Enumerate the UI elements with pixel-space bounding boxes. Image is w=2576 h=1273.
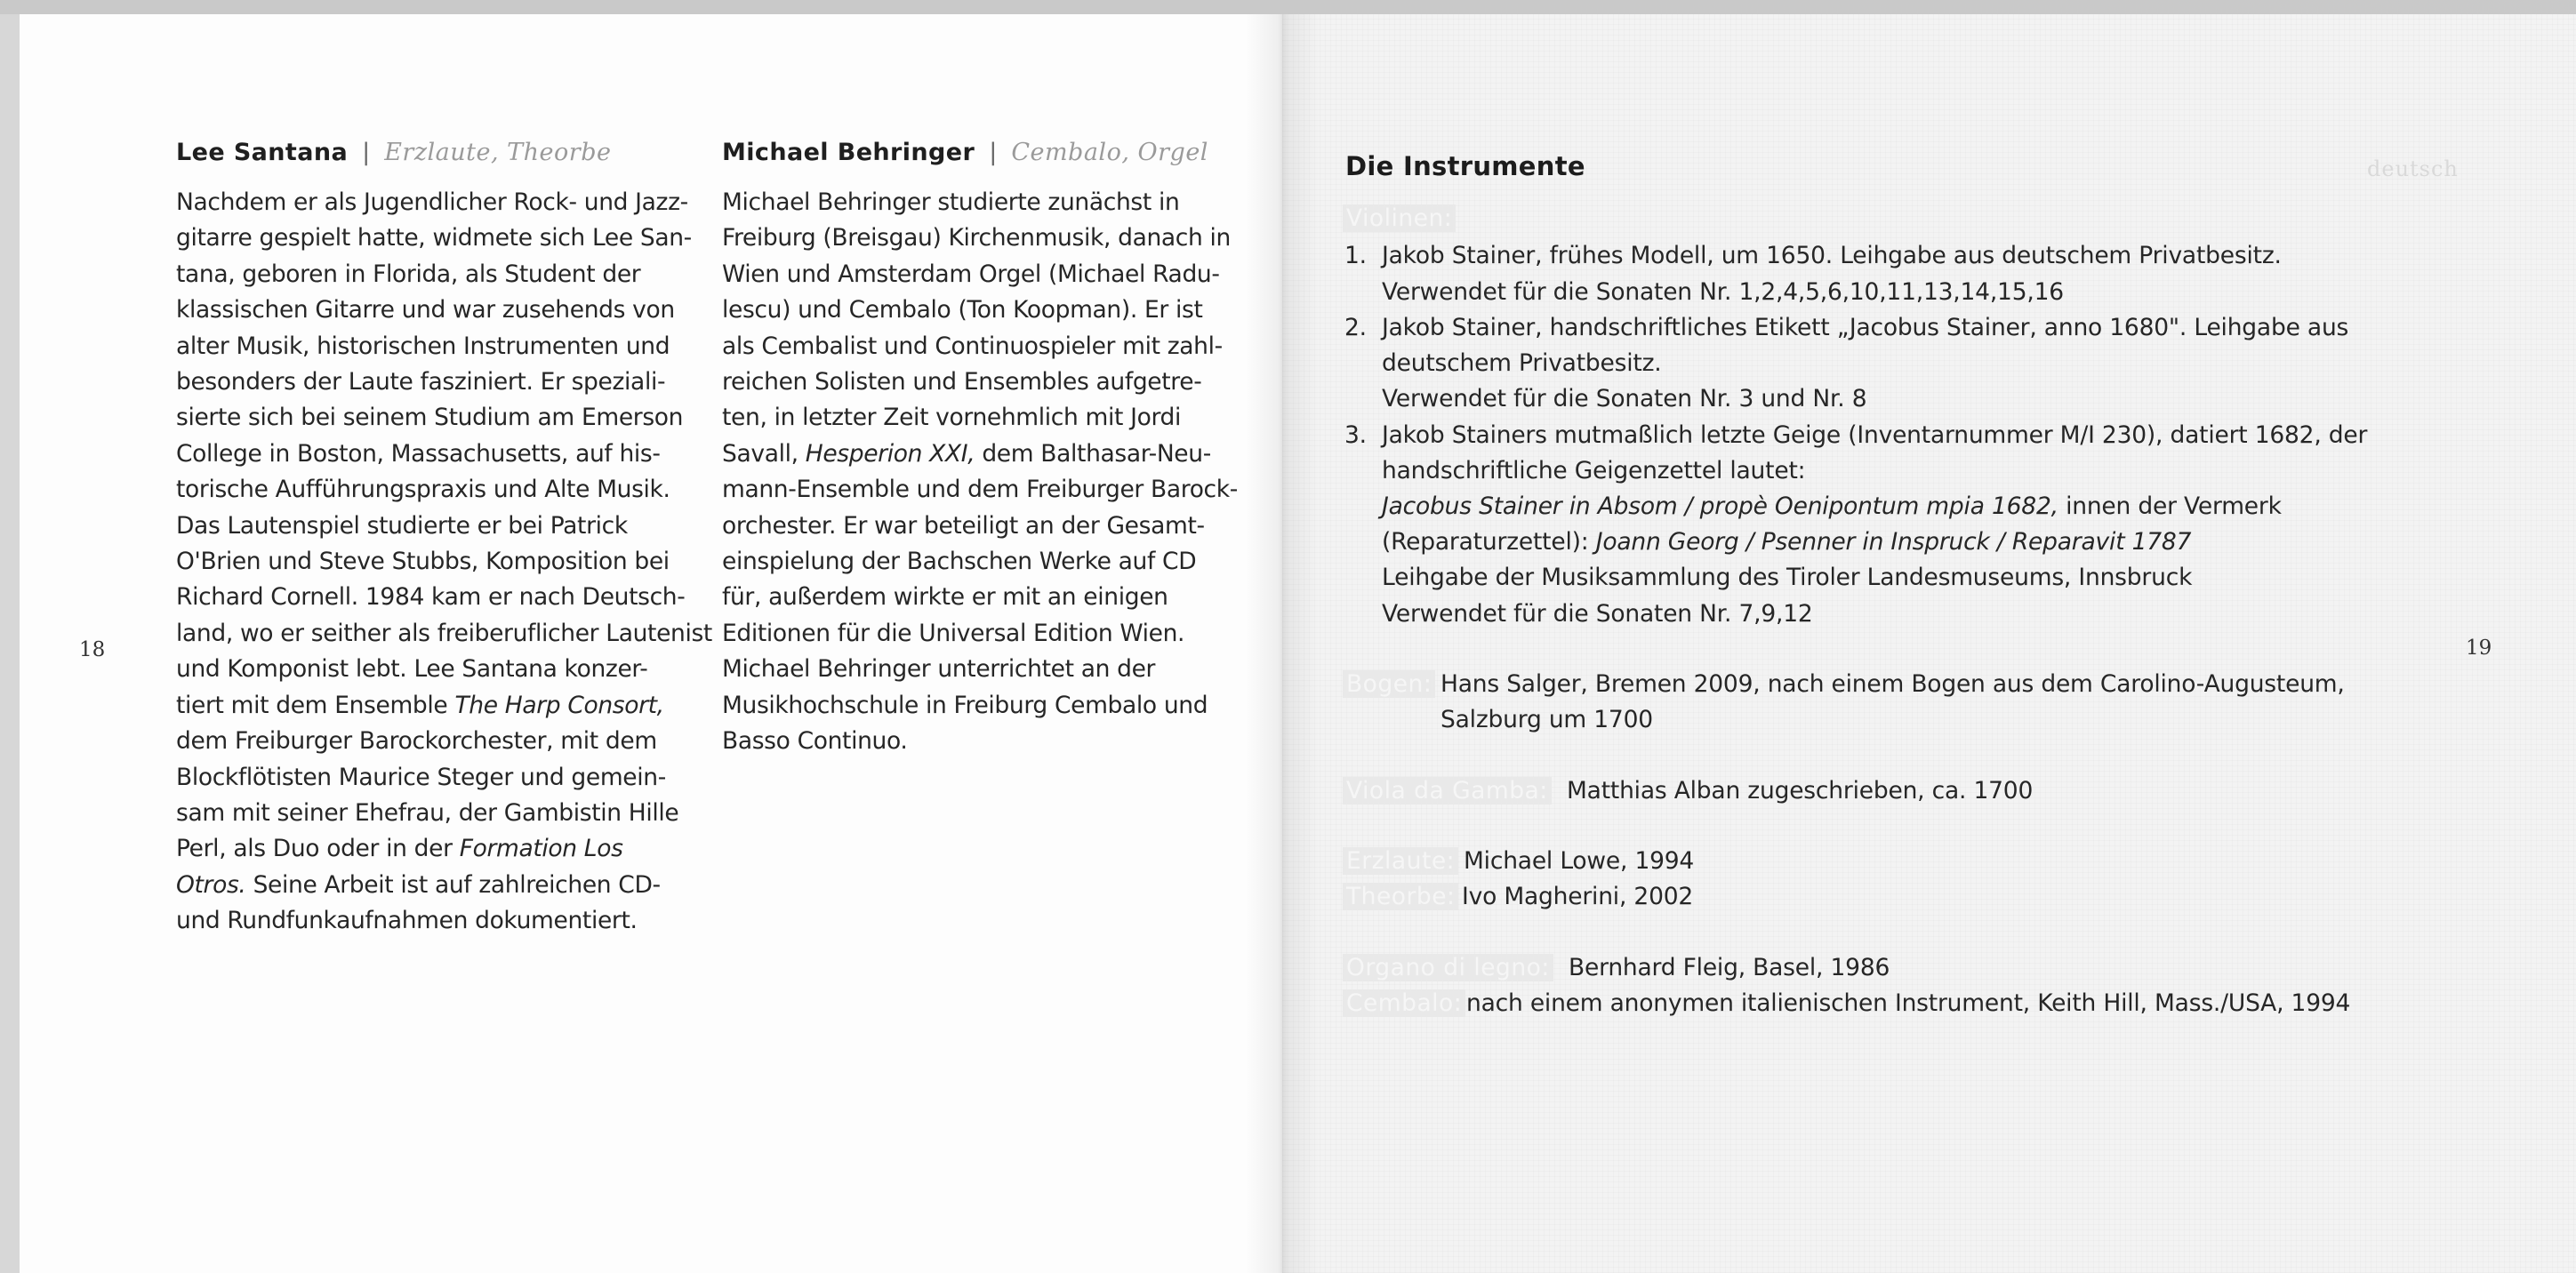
text-line: für, außerdem wirkte er mit an einigen (722, 583, 1168, 612)
text-line: reichen Solisten und Ensembles aufgetre- (722, 368, 1202, 396)
viola-da-gamba-value: Matthias Alban zugeschrieben, ca. 1700 (1567, 777, 2034, 805)
right-page (1282, 14, 2576, 1273)
text-span: tiert mit dem Ensemble (176, 691, 455, 719)
bio-lee-santana (176, 139, 712, 940)
page-number-right: 19 (2466, 636, 2492, 660)
category-label-organ: Organo di legno: (1343, 954, 1553, 981)
violin-3-line: Leihgabe der Musiksammlung des Tiroler Landesmuseums, Innsbruck (1382, 564, 2193, 591)
repair-note-text: Joann Georg / Psenner in Inspruck / Reparavit 1787 (1595, 528, 2192, 556)
text-line: torische Aufführungspraxis und Alte Musik. (176, 476, 670, 504)
text-line: Blockflötisten Maurice Steger und gemein- (176, 763, 666, 791)
ensemble-title: Hesperion XXI, (805, 439, 975, 468)
violin-2-line: Verwendet für die Sonaten Nr. 3 und Nr. 8 (1382, 385, 1867, 412)
bow-line: Hans Salger, Bremen 2009, nach einem Bogen aus dem Carolino-Augusteum, (1440, 670, 2345, 698)
harpsichord-value: nach einem anonymen italienischen Instrument, Keith Hill, Mass./USA, 1994 (1466, 989, 2351, 1017)
violin-3-repair-note (1382, 528, 2191, 556)
instruments-heading: Die Instrumente (1345, 151, 1585, 181)
bio-role: Erzlaute, Theorbe (384, 139, 612, 166)
text-line (176, 831, 674, 867)
text-line: Das Lautenspiel studierte er bei Patrick (176, 511, 628, 540)
text-line: und Komponist lebt. Lee Santana konzer- (176, 655, 648, 684)
ensemble-title: The Harp Consort, (454, 691, 664, 719)
text-span: Savall, (722, 439, 806, 468)
theorbo-value: Ivo Magherini, 2002 (1462, 883, 1694, 910)
text-span: Seine Arbeit ist auf zahlreichen CD- (245, 870, 661, 899)
text-line: ten, in letzter Zeit vornehmlich mit Jordi (722, 404, 1182, 432)
category-label-archlute: Erzlaute: (1343, 847, 1458, 875)
text-line: besonders der Laute fasziniert. Er speziali- (176, 368, 666, 396)
text-line: lescu) und Cembalo (Ton Koopman). Er ist (722, 296, 1203, 324)
text-span: innen der Vermerk (2058, 492, 2282, 520)
text-line: orchester. Er war beteiligt an der Gesamt- (722, 511, 1205, 540)
text-line: einspielung der Bachschen Werke auf CD (722, 548, 1197, 576)
item-number: 2. (1344, 314, 1367, 341)
violin-3-line: handschriftliche Geigenzettel lautet: (1382, 457, 1806, 484)
text-line: dem Freiburger Barockorchester, mit dem (176, 727, 657, 756)
text-line: Basso Continuo. (722, 727, 908, 756)
violin-3-inscription (1382, 492, 2282, 520)
text-line: alter Musik, historischen Instrumenten und (176, 332, 670, 360)
text-line: sam mit seiner Ehefrau, der Gambistin Hille (176, 798, 679, 827)
text-line: Freiburg (Breisgau) Kirchenmusik, danach in (722, 224, 1231, 252)
language-label: deutsch (2367, 156, 2459, 181)
bio-role: Cembalo, Orgel (1011, 139, 1208, 166)
text-line: Michael Behringer unterrichtet an der (722, 655, 1156, 684)
text-line: klassischen Gitarre und war zusehends von (176, 296, 675, 324)
bio-separator: | (362, 139, 371, 166)
bio-name: Michael Behringer (722, 139, 975, 166)
item-number: 3. (1344, 421, 1367, 449)
text-line: O'Brien und Steve Stubbs, Komposition bei (176, 548, 670, 576)
inscription-text: Jacobus Stainer in Absom / propè Oenipontum mpia 1682, (1382, 492, 2058, 520)
text-line: sierte sich bei seinem Studium am Emerson (176, 404, 684, 432)
bio-heading (176, 139, 674, 185)
category-label-theorbo: Theorbe: (1343, 883, 1458, 910)
bow-line: Salzburg um 1700 (1440, 706, 1653, 733)
violin-2-line: deutschem Privatbesitz. (1382, 349, 1662, 377)
bio-separator: | (989, 139, 998, 166)
page-number-left: 18 (79, 638, 106, 661)
text-line: tana, geboren in Florida, als Student der (176, 260, 641, 288)
text-span: Perl, als Duo oder in der (176, 835, 460, 863)
category-label-violins: Violinen: (1343, 204, 1456, 232)
violin-1-line: Verwendet für die Sonaten Nr. 1,2,4,5,6,10,11,13,14,15,16 (1382, 278, 2064, 306)
organ-value: Bernhard Fleig, Basel, 1986 (1569, 954, 1890, 981)
bio-name: Lee Santana (176, 139, 349, 166)
bio-text (722, 185, 1238, 760)
violin-2-line: Jakob Stainer, handschriftliches Etikett „Jacobus Stainer, anno 1680". Leihgabe aus (1382, 314, 2349, 341)
category-label-bow: Bogen: (1343, 670, 1435, 698)
text-span: (Reparaturzettel): (1382, 528, 1596, 556)
text-line: Wien und Amsterdam Orgel (Michael Radu- (722, 260, 1220, 288)
text-line: als Cembalist und Continuospieler mit zahl- (722, 332, 1223, 360)
text-line: Richard Cornell. 1984 kam er nach Deutsch- (176, 583, 686, 612)
text-line: und Rundfunkaufnahmen dokumentiert. (176, 907, 638, 935)
text-line: Nachdem er als Jugendlicher Rock- und Jazz- (176, 188, 688, 216)
violin-1-line: Jakob Stainer, frühes Modell, um 1650. Leihgabe aus deutschem Privatbesitz. (1382, 242, 2282, 269)
archlute-value: Michael Lowe, 1994 (1464, 847, 1695, 875)
formation-title-end: Otros. (176, 870, 246, 899)
violin-3-line: Verwendet für die Sonaten Nr. 7,9,12 (1382, 600, 1813, 628)
violin-3-line: Jakob Stainers mutmaßlich letzte Geige (Inventarnummer M/I 230), datiert 1682, der (1382, 421, 2368, 449)
text-line: Musikhochschule in Freiburg Cembalo und (722, 691, 1208, 719)
category-label-viola-da-gamba: Viola da Gamba: (1343, 777, 1552, 805)
text-line (176, 868, 674, 903)
text-line: land, wo er seither als freiberuflicher Lautenist (176, 619, 712, 647)
text-line: mann-Ensemble und dem Freiburger Barock- (722, 476, 1238, 504)
bio-michael-behringer (722, 139, 1238, 760)
category-label-harpsichord: Cembalo: (1343, 989, 1465, 1017)
bio-text (176, 185, 712, 940)
bio-heading (722, 139, 1238, 185)
formation-title: Formation Los (459, 835, 623, 863)
text-span: dem Balthasar-Neu- (975, 439, 1211, 468)
text-line: Michael Behringer studierte zunächst in (722, 188, 1180, 216)
text-line: Editionen für die Universal Edition Wien. (722, 619, 1185, 647)
text-line: gitarre gespielt hatte, widmete sich Lee San- (176, 224, 692, 252)
text-line (176, 688, 674, 724)
text-line: College in Boston, Massachusetts, auf his- (176, 439, 661, 468)
item-number: 1. (1344, 242, 1367, 269)
text-line (722, 436, 1238, 472)
